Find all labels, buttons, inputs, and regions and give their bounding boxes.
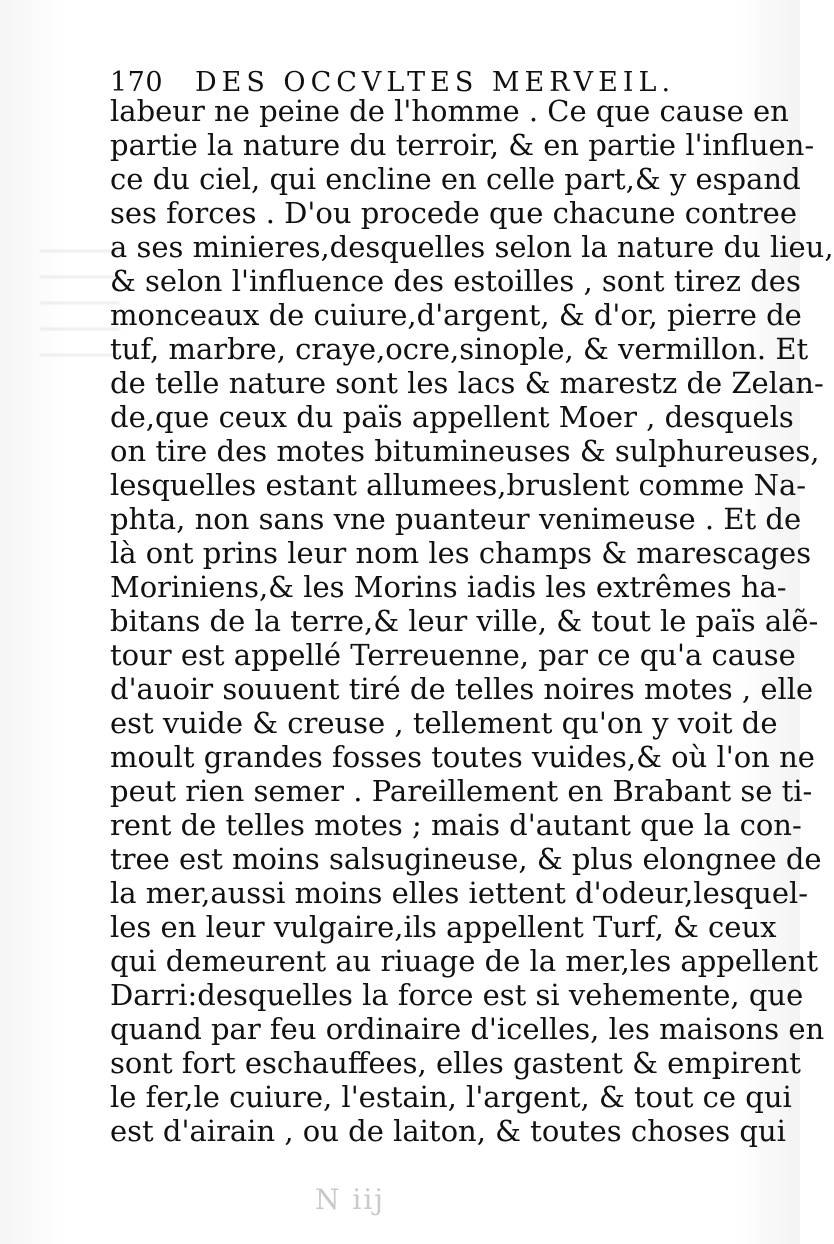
text-line: tour est appellé Terreuenne, par ce qu'a cause bbox=[110, 638, 796, 672]
running-title: DES OCCVLTES MERVEIL. bbox=[195, 67, 676, 98]
text-line: Darri:desquelles la force est si vehemente, que bbox=[110, 978, 804, 1012]
text-line: partie la nature du terroir, & en partie l'influen- bbox=[110, 128, 815, 162]
text-line: tuf, marbre, craye,ocre,sinople, & vermillon. Et bbox=[110, 332, 809, 366]
text-line: & selon l'influence des estoilles , sont tirez des bbox=[110, 264, 801, 298]
text-line: peut rien semer . Pareillement en Brabant se ti- bbox=[110, 774, 813, 808]
text-line: phta, non sans vne puanteur venimeuse . Et de bbox=[110, 502, 802, 536]
text-line: Moriniens,& les Morins iadis les extrêmes ha- bbox=[110, 570, 787, 604]
text-line: sont fort eschauffees, elles gastent & empirent bbox=[110, 1046, 801, 1080]
text-line: est vuide & creuse , tellement qu'on y voit de bbox=[110, 706, 778, 740]
text-line: qui demeurent au riuage de la mer,les appellent bbox=[110, 944, 819, 978]
text-line: monceaux de cuiure,d'argent, & d'or, pierre de bbox=[110, 298, 802, 332]
text-line: est d'airain , ou de laiton, & toutes choses qui bbox=[110, 1114, 786, 1148]
text-line: lesquelles estant allumees,bruslent comme Na- bbox=[110, 468, 807, 502]
text-line: les en leur vulgaire,ils appellent Turf, & ceux bbox=[110, 910, 777, 944]
text-line: ses forces . D'ou procede que chacune contree bbox=[110, 196, 797, 230]
text-line: quand par feu ordinaire d'icelles, les maisons en bbox=[110, 1012, 825, 1046]
text-line: le fer,le cuiure, l'estain, l'argent, & tout ce qui bbox=[110, 1080, 792, 1114]
bleed-through-shadow bbox=[40, 250, 120, 370]
text-line: bitans de la terre,& leur ville, & tout le païs alẽ- bbox=[110, 604, 819, 638]
text-line: moult grandes fosses toutes vuides,& où l'on ne bbox=[110, 740, 815, 774]
text-line: ce du ciel, qui encline en celle part,& y espand bbox=[110, 162, 801, 196]
text-line: la mer,aussi moins elles iettent d'odeur,lesquel- bbox=[110, 876, 809, 910]
text-line: labeur ne peine de l'homme . Ce que cause en bbox=[110, 94, 789, 128]
text-line: rent de telles motes ; mais d'autant que la con- bbox=[110, 808, 802, 842]
text-line: tree est moins salsugineuse, & plus elongnee de bbox=[110, 842, 822, 876]
text-line: a ses minieres,desquelles selon la nature du lieu, bbox=[110, 230, 834, 264]
text-line: là ont prins leur nom les champs & marescages bbox=[110, 536, 812, 570]
text-line: on tire des motes bitumineuses & sulphureuses, bbox=[110, 434, 820, 468]
page-header bbox=[110, 58, 750, 98]
text-line: d'auoir souuent tiré de telles noires motes , elle bbox=[110, 672, 814, 706]
signature-mark: N iij bbox=[315, 1183, 385, 1216]
text-line: de telle nature sont les lacs & marestz de Zelan- bbox=[110, 366, 824, 400]
page-number: 170 bbox=[110, 67, 164, 98]
text-line: de,que ceux du païs appellent Moer , desquels bbox=[110, 400, 794, 434]
body-text bbox=[110, 94, 834, 1184]
